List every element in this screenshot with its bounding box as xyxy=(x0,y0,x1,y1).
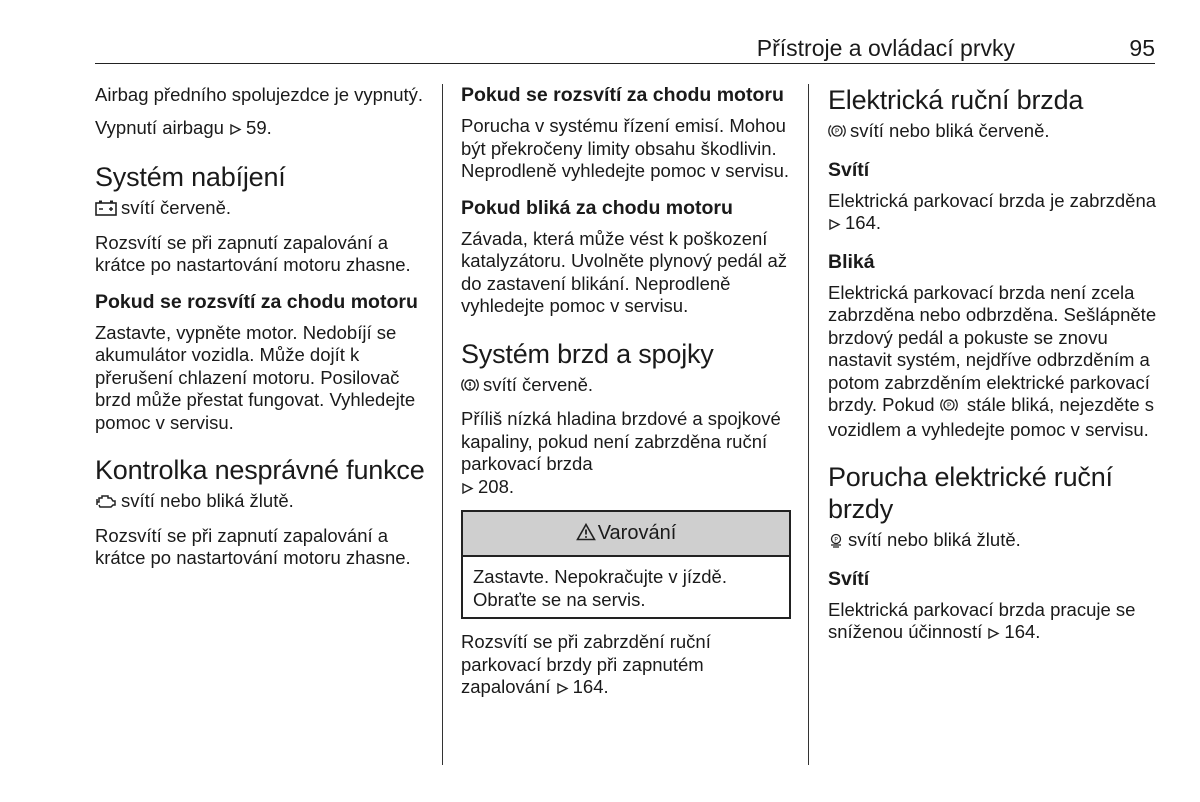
paragraph: Airbag předního spolujezdce je vypnutý. xyxy=(95,84,424,105)
reference-arrow-icon xyxy=(461,478,474,501)
page-header xyxy=(95,33,1155,64)
indicator-line: P svítí nebo bliká červeně. xyxy=(828,120,1158,145)
column-divider xyxy=(442,84,443,765)
paragraph: Rozsvítí se při zabrzdění ruční parkovací brzdy při zapnutém zapalování 164. xyxy=(461,631,791,701)
paragraph: Rozsvítí se při zapnutí zapalování a krátce po nastartování motoru zhasne. xyxy=(95,231,411,275)
column-divider xyxy=(808,84,809,765)
svg-text:P: P xyxy=(834,536,838,544)
parking-brake-icon xyxy=(828,122,846,145)
paragraph: Závada, která může vést k poškození katalyzátoru. Uvolněte plynový pedál až do zastavení blikání. Neprodleně vyhledejte pomoc v servisu. xyxy=(461,227,787,316)
warning-title: Varování xyxy=(463,512,789,557)
svg-text:P: P xyxy=(834,127,840,136)
heading-brake-clutch-system: Systém brzd a spojky xyxy=(461,338,714,369)
parking-brake-fault-icon xyxy=(828,531,844,554)
subheading: Bliká xyxy=(828,250,875,273)
paragraph: Elektrická parkovací brzda není zcela zabrzděna nebo odbrzděna. Sešlápněte brzdový pedál a pokuste se znovu nastavit systém, nejdříve odbrzděním a potom zabrzděním elektrické parkovací brzdy. Pokud P stále bliká, nejezděte s vozidlem a vyhledejte pomoc v servisu. xyxy=(828,281,1157,440)
heading-parking-brake-fault: Porucha elektrické ruční brzdy xyxy=(828,462,1113,524)
warning-triangle-icon xyxy=(576,523,596,547)
paragraph: Zastavte, vypněte motor. Nedobíjí se akumulátor vozidla. Může dojít k přerušení chlazení motoru. Posilovač brzd může přestat fungovat. Vyhledejte pomoc v servisu. xyxy=(95,321,416,433)
brake-warning-icon xyxy=(461,376,479,399)
subheading: Pokud bliká za chodu motoru xyxy=(461,196,733,219)
reference-arrow-icon xyxy=(987,623,1000,646)
indicator-line: svítí červeně. xyxy=(461,374,791,399)
battery-icon xyxy=(95,199,117,222)
paragraph: Elektrická parkovací brzda je zabrzděna 164. xyxy=(828,190,1158,237)
column-3 xyxy=(828,84,1158,656)
subheading: Pokud se rozsvítí za chodu motoru xyxy=(461,84,784,106)
paragraph: Příliš nízká hladina brzdové a spojkové kapaliny, pokud není zabrzděna ruční parkovací brzda 208. xyxy=(461,408,791,500)
heading-electric-parking-brake: Elektrická ruční brzda xyxy=(828,85,1084,115)
paragraph: Porucha v systému řízení emisí. Mohou být překročeny limity obsahu škodlivin. Neprodleně vyhledejte pomoc v servisu. xyxy=(461,115,790,181)
page-number: 95 xyxy=(1129,35,1155,61)
heading-charging-system: Systém nabíjení xyxy=(95,162,286,192)
subheading: Svítí xyxy=(828,567,870,590)
warning-text: Zastavte. Nepokračujte v jízdě. Obraťte se na servis. xyxy=(473,566,727,610)
reference-arrow-icon xyxy=(229,119,242,142)
heading-malfunction-indicator: Kontrolka nesprávné funkce xyxy=(95,455,425,485)
indicator-line: svítí červeně. xyxy=(95,197,430,222)
reference-arrow-icon xyxy=(828,214,841,237)
paragraph: Vypnutí airbagu 59. xyxy=(95,117,430,142)
indicator-line: svítí nebo bliká žlutě. xyxy=(95,490,430,515)
svg-text:P: P xyxy=(946,401,951,410)
paragraph: Rozsvítí se při zapnutí zapalování a krátce po nastartování motoru zhasne. xyxy=(95,524,411,568)
section-title: Přístroje a ovládací prvky xyxy=(756,35,1015,61)
parking-brake-icon xyxy=(940,396,958,419)
reference-arrow-icon xyxy=(556,678,569,701)
column-1 xyxy=(95,84,430,580)
subheading: Svítí xyxy=(828,158,870,181)
warning-body xyxy=(463,557,789,617)
check-engine-icon xyxy=(95,492,117,515)
paragraph: Elektrická parkovací brzda pracuje se sníženou účinností 164. xyxy=(828,599,1158,646)
column-2 xyxy=(461,84,791,711)
subheading: Pokud se rozsvítí za chodu motoru xyxy=(95,290,418,313)
indicator-line: P svítí nebo bliká žlutě. xyxy=(828,529,1158,554)
warning-box xyxy=(461,510,791,619)
